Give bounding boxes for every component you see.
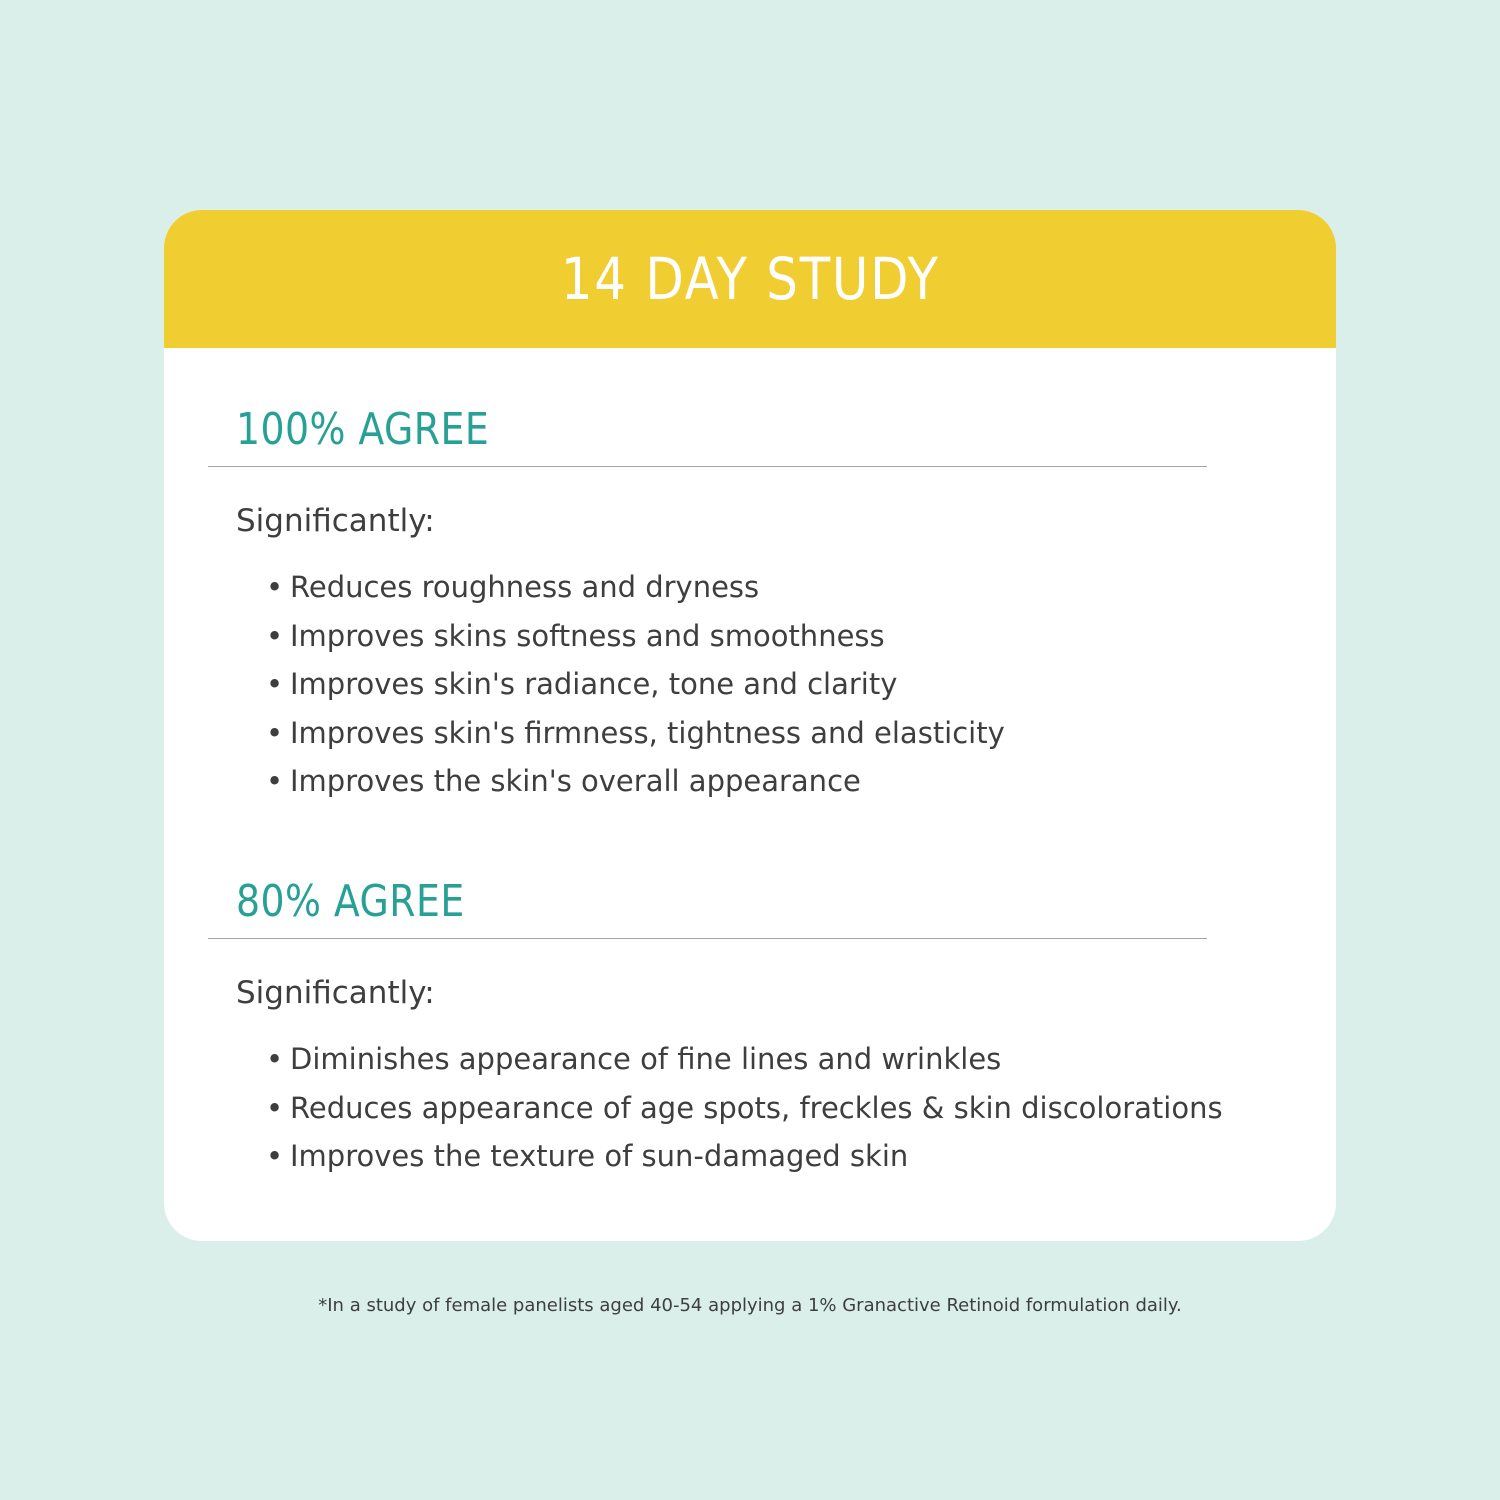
- list-item-text: Improves the texture of sun-damaged skin: [290, 1139, 909, 1174]
- list-item-text: Improves skins softness and smoothness: [290, 618, 885, 653]
- bullet-icon: •: [266, 1090, 284, 1125]
- card-header: [164, 210, 1336, 348]
- section-divider: [208, 466, 1207, 467]
- list-item: [266, 563, 1005, 612]
- benefit-list: [266, 1035, 1223, 1181]
- list-item: [266, 612, 1005, 661]
- list-item-text: Improves skin's radiance, tone and clarity: [290, 667, 898, 702]
- bullet-icon: •: [266, 1042, 284, 1077]
- list-item: [266, 1035, 1223, 1084]
- footnote: *In a study of female panelists aged 40-54 applying a 1% Granactive Retinoid formulation daily.: [318, 1295, 1182, 1316]
- benefit-list: [266, 563, 1005, 806]
- list-item-text: Reduces appearance of age spots, freckles & skin discolorations: [290, 1090, 1223, 1125]
- card-title: 14 DAY STUDY: [560, 245, 940, 313]
- list-item: [266, 1132, 1223, 1181]
- list-item: [266, 757, 1005, 806]
- section-heading: 100% AGREE: [236, 404, 490, 455]
- bullet-icon: •: [266, 1139, 284, 1174]
- list-item-text: Improves skin's firmness, tightness and elasticity: [290, 715, 1005, 750]
- list-item-text: Reduces roughness and dryness: [290, 570, 760, 605]
- bullet-icon: •: [266, 667, 284, 702]
- bullet-icon: •: [266, 570, 284, 605]
- list-item: [266, 660, 1005, 709]
- list-item: [266, 709, 1005, 758]
- bullet-icon: •: [266, 618, 284, 653]
- section-subheading: Significantly:: [236, 503, 435, 539]
- study-card: [164, 210, 1336, 1241]
- section-subheading: Significantly:: [236, 975, 435, 1011]
- section-heading: 80% AGREE: [236, 876, 465, 927]
- bullet-icon: •: [266, 715, 284, 750]
- bullet-icon: •: [266, 764, 284, 799]
- list-item: [266, 1084, 1223, 1133]
- list-item-text: Improves the skin's overall appearance: [290, 764, 861, 799]
- section-divider: [208, 938, 1207, 939]
- list-item-text: Diminishes appearance of fine lines and wrinkles: [290, 1042, 1002, 1077]
